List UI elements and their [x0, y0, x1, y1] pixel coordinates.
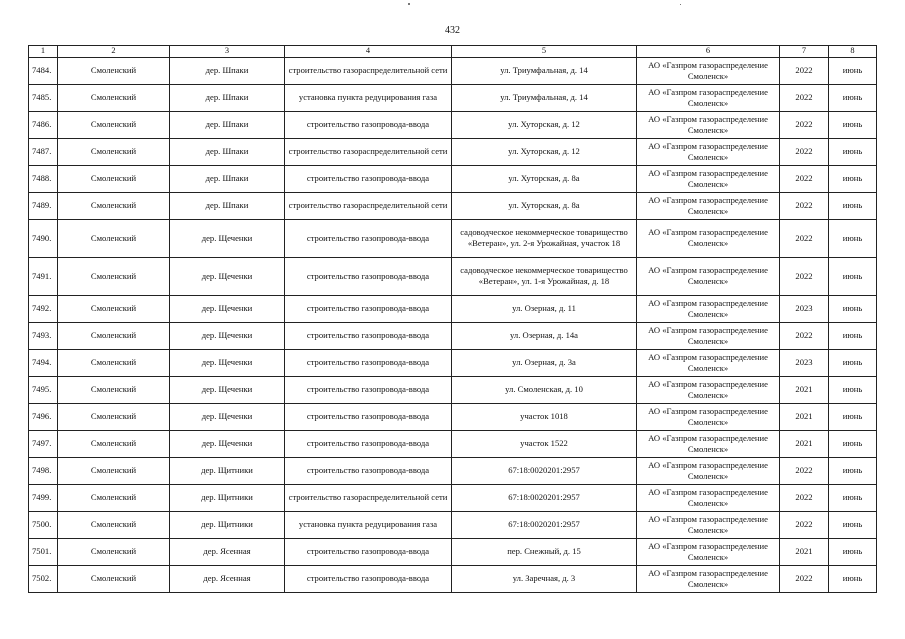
year-cell: 2022: [780, 111, 829, 138]
row-number: 7492.: [29, 295, 58, 322]
row-number: 7495.: [29, 376, 58, 403]
row-number: 7497.: [29, 430, 58, 457]
month-cell: июнь: [829, 565, 877, 592]
year-cell: 2021: [780, 403, 829, 430]
row-number: 7494.: [29, 349, 58, 376]
settlement-cell: дер. Щеченки: [170, 349, 285, 376]
table-row: [29, 538, 877, 565]
table-row: [29, 165, 877, 192]
page-number: 432: [445, 25, 460, 36]
row-number: 7500.: [29, 511, 58, 538]
row-number: 7486.: [29, 111, 58, 138]
table-body: [29, 46, 877, 593]
address-cell: ул. Триумфальная, д. 14: [452, 57, 637, 84]
month-cell: июнь: [829, 192, 877, 219]
year-cell: 2022: [780, 219, 829, 257]
row-number: 7487.: [29, 138, 58, 165]
row-number: 7498.: [29, 457, 58, 484]
work-type-cell: строительство газопровода-ввода: [285, 295, 452, 322]
organization-cell: АО «Газпром газораспределение Смоленск»: [637, 403, 780, 430]
organization-cell: АО «Газпром газораспределение Смоленск»: [637, 165, 780, 192]
month-cell: июнь: [829, 457, 877, 484]
month-cell: июнь: [829, 538, 877, 565]
work-type-cell: строительство газопровода-ввода: [285, 538, 452, 565]
organization-cell: АО «Газпром газораспределение Смоленск»: [637, 484, 780, 511]
table-row: [29, 484, 877, 511]
settlement-cell: дер. Шпаки: [170, 57, 285, 84]
row-number: 7490.: [29, 219, 58, 257]
column-header: 1: [29, 46, 58, 58]
month-cell: июнь: [829, 138, 877, 165]
work-type-cell: строительство газопровода-ввода: [285, 257, 452, 295]
work-type-cell: строительство газопровода-ввода: [285, 349, 452, 376]
settlement-cell: дер. Ясенная: [170, 565, 285, 592]
district-cell: Смоленский: [58, 403, 170, 430]
column-header: 2: [58, 46, 170, 58]
row-number: 7491.: [29, 257, 58, 295]
table-row: [29, 219, 877, 257]
district-cell: Смоленский: [58, 349, 170, 376]
settlement-cell: дер. Шпаки: [170, 84, 285, 111]
year-cell: 2021: [780, 538, 829, 565]
year-cell: 2022: [780, 457, 829, 484]
year-cell: 2022: [780, 322, 829, 349]
year-cell: 2021: [780, 430, 829, 457]
address-cell: участок 1018: [452, 403, 637, 430]
work-type-cell: строительство газопровода-ввода: [285, 165, 452, 192]
organization-cell: АО «Газпром газораспределение Смоленск»: [637, 430, 780, 457]
table-row: [29, 403, 877, 430]
row-number: 7502.: [29, 565, 58, 592]
district-cell: Смоленский: [58, 219, 170, 257]
settlement-cell: дер. Шпаки: [170, 165, 285, 192]
column-header: 7: [780, 46, 829, 58]
column-header: 4: [285, 46, 452, 58]
district-cell: Смоленский: [58, 565, 170, 592]
work-type-cell: строительство газопровода-ввода: [285, 403, 452, 430]
organization-cell: АО «Газпром газораспределение Смоленск»: [637, 457, 780, 484]
row-number: 7485.: [29, 84, 58, 111]
work-type-cell: строительство газопровода-ввода: [285, 322, 452, 349]
table-row: [29, 111, 877, 138]
organization-cell: АО «Газпром газораспределение Смоленск»: [637, 511, 780, 538]
column-header: 5: [452, 46, 637, 58]
settlement-cell: дер. Шпаки: [170, 192, 285, 219]
column-header: 6: [637, 46, 780, 58]
year-cell: 2022: [780, 192, 829, 219]
settlement-cell: дер. Щеченки: [170, 403, 285, 430]
row-number: 7489.: [29, 192, 58, 219]
table-row: [29, 257, 877, 295]
work-type-cell: строительство газораспределительной сети: [285, 138, 452, 165]
month-cell: июнь: [829, 111, 877, 138]
table-row: [29, 192, 877, 219]
district-cell: Смоленский: [58, 257, 170, 295]
year-cell: 2022: [780, 57, 829, 84]
organization-cell: АО «Газпром газораспределение Смоленск»: [637, 349, 780, 376]
address-cell: ул. Триумфальная, д. 14: [452, 84, 637, 111]
organization-cell: АО «Газпром газораспределение Смоленск»: [637, 84, 780, 111]
month-cell: июнь: [829, 322, 877, 349]
address-cell: ул. Смоленская, д. 10: [452, 376, 637, 403]
table-row: [29, 430, 877, 457]
column-header: 8: [829, 46, 877, 58]
organization-cell: АО «Газпром газораспределение Смоленск»: [637, 538, 780, 565]
work-type-cell: строительство газораспределительной сети: [285, 192, 452, 219]
table-row: [29, 322, 877, 349]
work-type-cell: строительство газопровода-ввода: [285, 565, 452, 592]
work-type-cell: строительство газопровода-ввода: [285, 376, 452, 403]
table-row: [29, 349, 877, 376]
scan-speck: [408, 3, 410, 5]
year-cell: 2022: [780, 84, 829, 111]
month-cell: июнь: [829, 84, 877, 111]
year-cell: 2023: [780, 349, 829, 376]
table-row: [29, 565, 877, 592]
settlement-cell: дер. Щитники: [170, 511, 285, 538]
table-row: [29, 57, 877, 84]
settlement-cell: дер. Щеченки: [170, 376, 285, 403]
month-cell: июнь: [829, 403, 877, 430]
address-cell: ул. Хуторская, д. 12: [452, 138, 637, 165]
address-cell: ул. Хуторская, д. 8а: [452, 165, 637, 192]
row-number: 7501.: [29, 538, 58, 565]
district-cell: Смоленский: [58, 192, 170, 219]
table-row: [29, 457, 877, 484]
month-cell: июнь: [829, 57, 877, 84]
address-cell: ул. Заречная, д. 3: [452, 565, 637, 592]
month-cell: июнь: [829, 376, 877, 403]
address-cell: садоводческое некоммерческое товарищество «Ветеран», ул. 2-я Урожайная, участок 18: [452, 219, 637, 257]
address-cell: ул. Озерная, д. 14а: [452, 322, 637, 349]
organization-cell: АО «Газпром газораспределение Смоленск»: [637, 322, 780, 349]
row-number: 7499.: [29, 484, 58, 511]
work-type-cell: строительство газопровода-ввода: [285, 430, 452, 457]
month-cell: июнь: [829, 484, 877, 511]
organization-cell: АО «Газпром газораспределение Смоленск»: [637, 111, 780, 138]
address-cell: ул. Хуторская, д. 12: [452, 111, 637, 138]
address-cell: 67:18:0020201:2957: [452, 511, 637, 538]
settlement-cell: дер. Щеченки: [170, 430, 285, 457]
district-cell: Смоленский: [58, 322, 170, 349]
address-cell: ул. Озерная, д. 3а: [452, 349, 637, 376]
address-cell: пер. Снежный, д. 15: [452, 538, 637, 565]
year-cell: 2022: [780, 257, 829, 295]
settlement-cell: дер. Щеченки: [170, 295, 285, 322]
table-row: [29, 376, 877, 403]
organization-cell: АО «Газпром газораспределение Смоленск»: [637, 376, 780, 403]
address-cell: 67:18:0020201:2957: [452, 484, 637, 511]
district-cell: Смоленский: [58, 111, 170, 138]
organization-cell: АО «Газпром газораспределение Смоленск»: [637, 565, 780, 592]
gasification-plan-table: [28, 45, 877, 593]
settlement-cell: дер. Ясенная: [170, 538, 285, 565]
month-cell: июнь: [829, 165, 877, 192]
work-type-cell: строительство газораспределительной сети: [285, 484, 452, 511]
address-cell: ул. Хуторская, д. 8а: [452, 192, 637, 219]
district-cell: Смоленский: [58, 511, 170, 538]
year-cell: 2022: [780, 138, 829, 165]
year-cell: 2022: [780, 511, 829, 538]
organization-cell: АО «Газпром газораспределение Смоленск»: [637, 57, 780, 84]
work-type-cell: строительство газораспределительной сети: [285, 57, 452, 84]
work-type-cell: строительство газопровода-ввода: [285, 219, 452, 257]
organization-cell: АО «Газпром газораспределение Смоленск»: [637, 257, 780, 295]
address-cell: 67:18:0020201:2957: [452, 457, 637, 484]
settlement-cell: дер. Шпаки: [170, 138, 285, 165]
year-cell: 2022: [780, 565, 829, 592]
month-cell: июнь: [829, 295, 877, 322]
table-row: [29, 295, 877, 322]
settlement-cell: дер. Щеченки: [170, 322, 285, 349]
column-header: 3: [170, 46, 285, 58]
row-number: 7496.: [29, 403, 58, 430]
month-cell: июнь: [829, 430, 877, 457]
settlement-cell: дер. Шпаки: [170, 111, 285, 138]
district-cell: Смоленский: [58, 295, 170, 322]
district-cell: Смоленский: [58, 484, 170, 511]
year-cell: 2023: [780, 295, 829, 322]
year-cell: 2022: [780, 484, 829, 511]
table-row: [29, 84, 877, 111]
address-cell: участок 1522: [452, 430, 637, 457]
district-cell: Смоленский: [58, 430, 170, 457]
district-cell: Смоленский: [58, 165, 170, 192]
month-cell: июнь: [829, 349, 877, 376]
district-cell: Смоленский: [58, 57, 170, 84]
settlement-cell: дер. Щитники: [170, 457, 285, 484]
organization-cell: АО «Газпром газораспределение Смоленск»: [637, 295, 780, 322]
district-cell: Смоленский: [58, 376, 170, 403]
scan-speck: [680, 4, 681, 5]
table-row: [29, 138, 877, 165]
row-number: 7488.: [29, 165, 58, 192]
address-cell: ул. Озерная, д. 11: [452, 295, 637, 322]
district-cell: Смоленский: [58, 538, 170, 565]
district-cell: Смоленский: [58, 138, 170, 165]
work-type-cell: строительство газопровода-ввода: [285, 111, 452, 138]
work-type-cell: установка пункта редуцирования газа: [285, 84, 452, 111]
year-cell: 2022: [780, 165, 829, 192]
month-cell: июнь: [829, 511, 877, 538]
table-row: [29, 511, 877, 538]
column-number-row: [29, 46, 877, 58]
work-type-cell: установка пункта редуцирования газа: [285, 511, 452, 538]
settlement-cell: дер. Щеченки: [170, 257, 285, 295]
district-cell: Смоленский: [58, 84, 170, 111]
organization-cell: АО «Газпром газораспределение Смоленск»: [637, 219, 780, 257]
settlement-cell: дер. Щеченки: [170, 219, 285, 257]
organization-cell: АО «Газпром газораспределение Смоленск»: [637, 192, 780, 219]
address-cell: садоводческое некоммерческое товарищество «Ветеран», ул. 1-я Урожайная, д. 18: [452, 257, 637, 295]
work-type-cell: строительство газопровода-ввода: [285, 457, 452, 484]
settlement-cell: дер. Щитники: [170, 484, 285, 511]
row-number: 7493.: [29, 322, 58, 349]
organization-cell: АО «Газпром газораспределение Смоленск»: [637, 138, 780, 165]
month-cell: июнь: [829, 257, 877, 295]
district-cell: Смоленский: [58, 457, 170, 484]
month-cell: июнь: [829, 219, 877, 257]
year-cell: 2021: [780, 376, 829, 403]
row-number: 7484.: [29, 57, 58, 84]
